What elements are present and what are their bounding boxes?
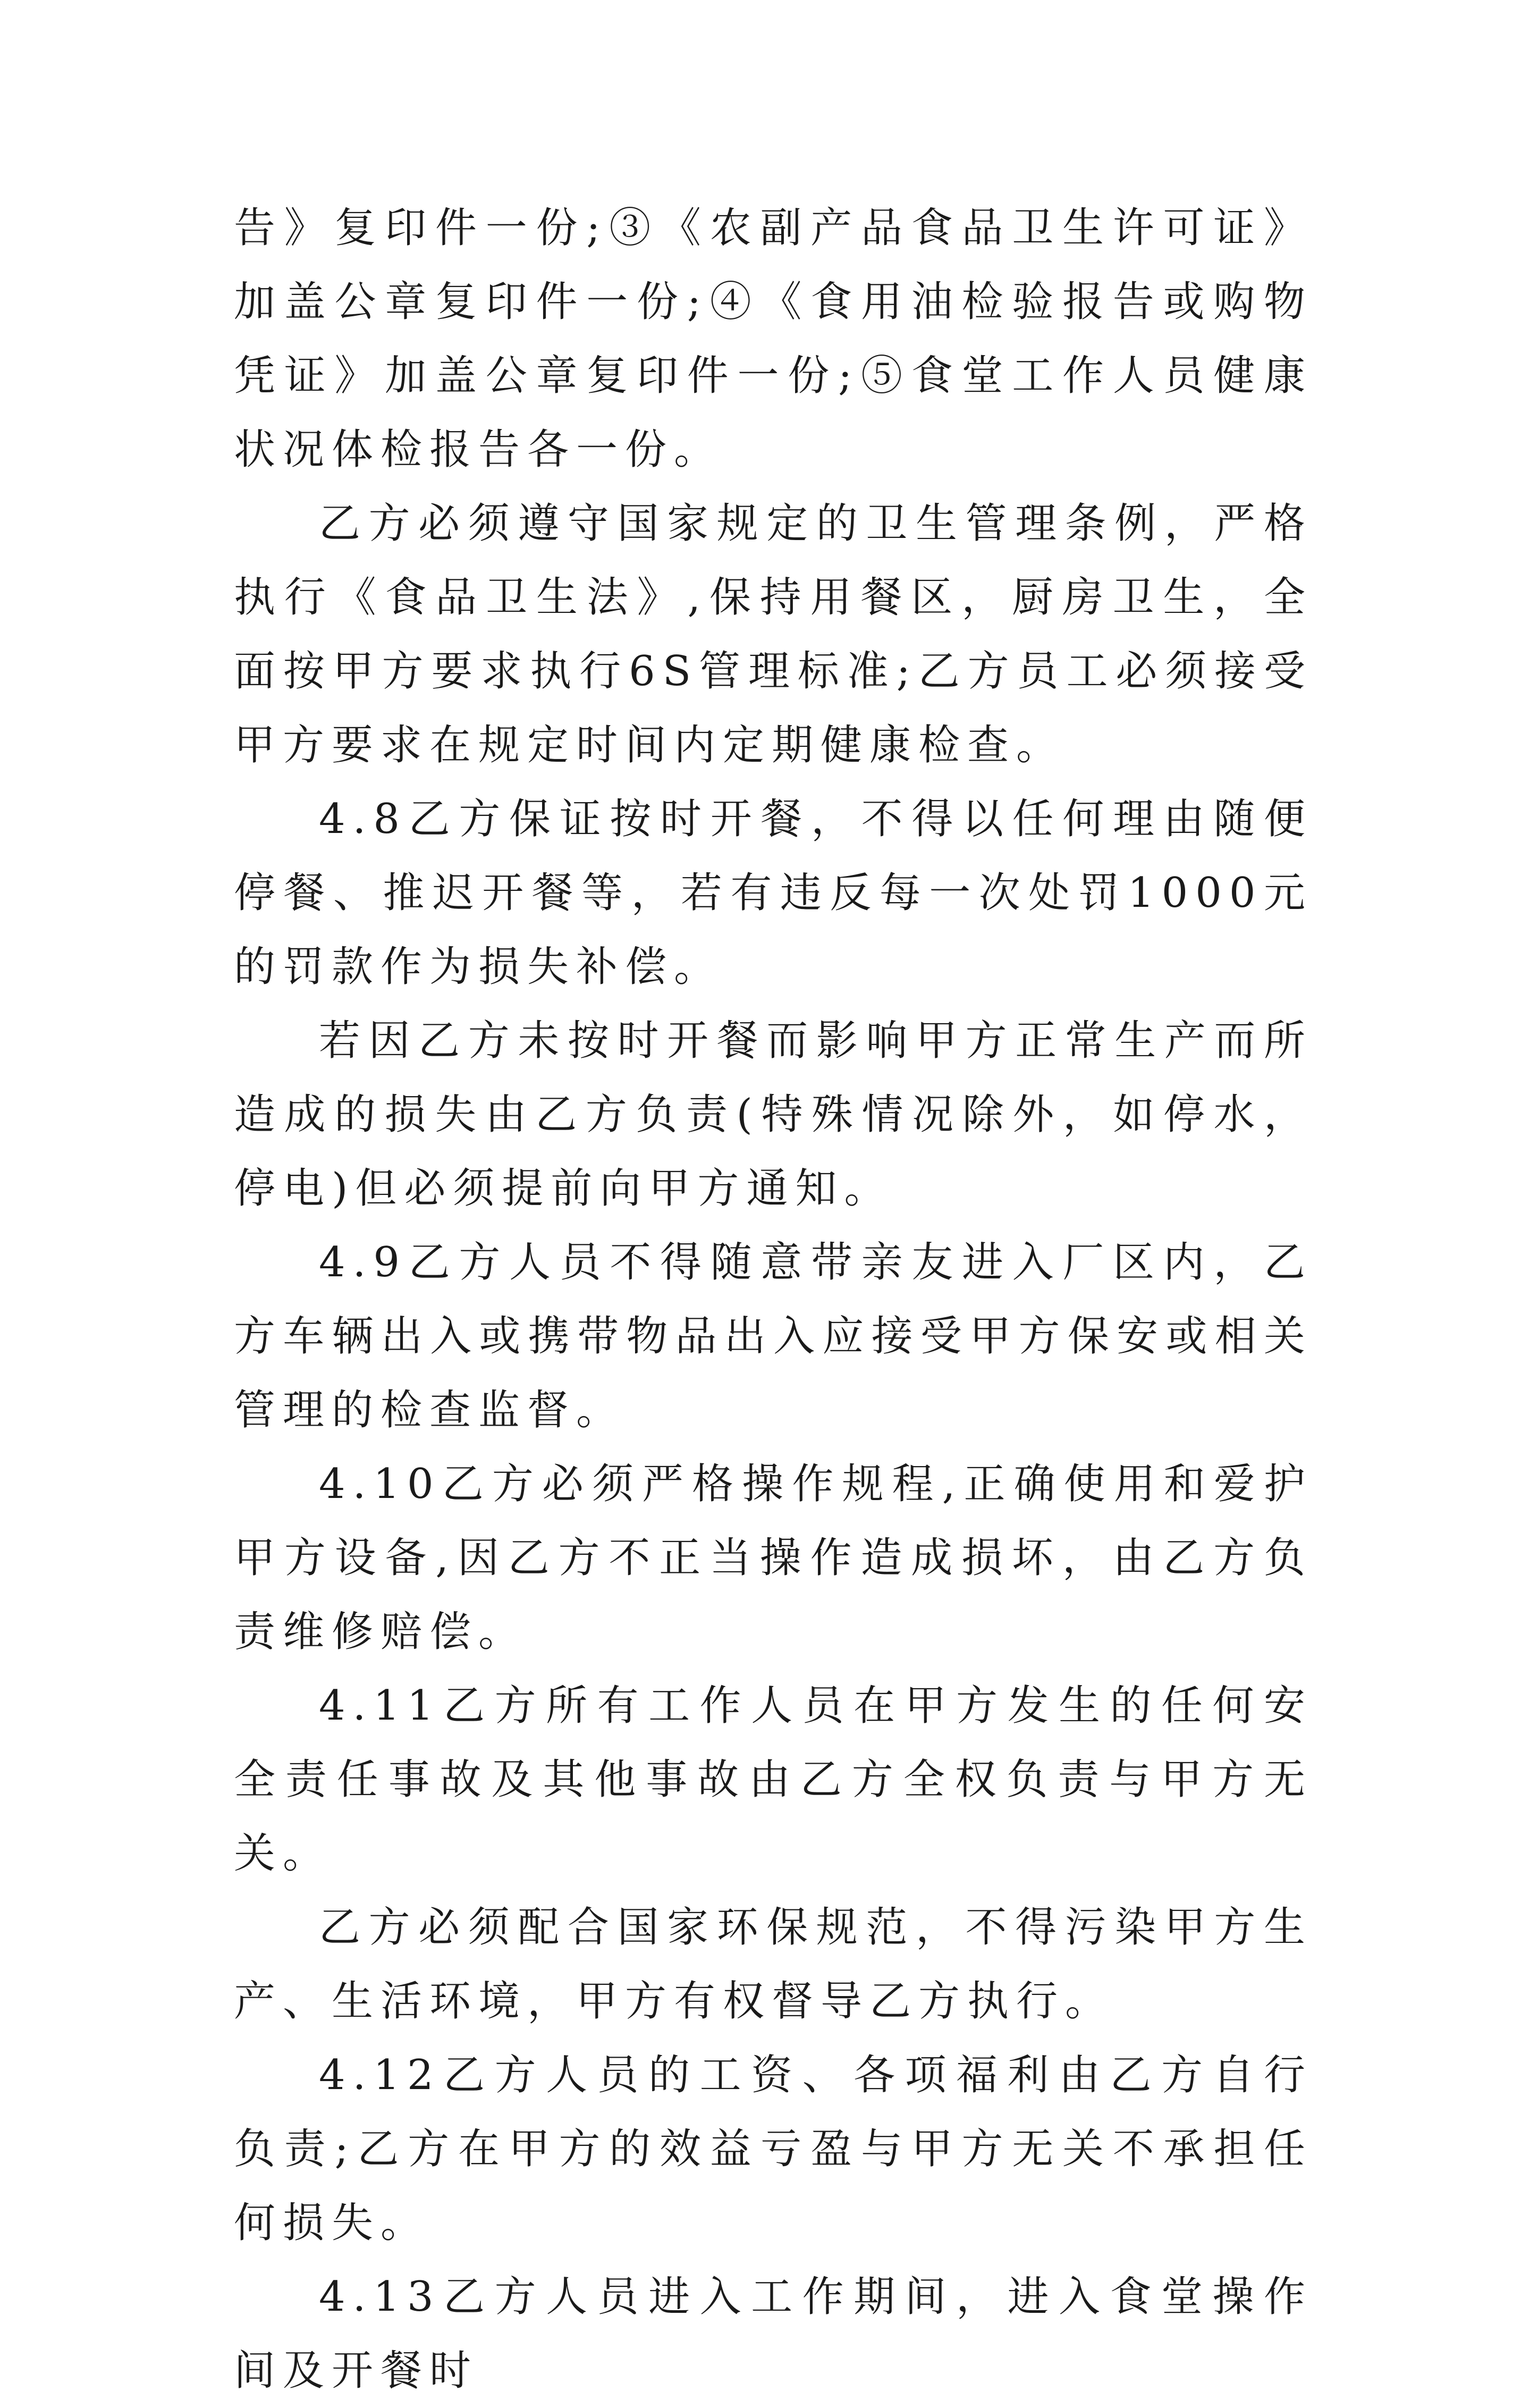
document-body [234,191,1313,2408]
paragraph: 乙方必须遵守国家规定的卫生管理条例，严格执行《食品卫生法》,保持用餐区，厨房卫生，全面按甲方要求执行6S管理标准;乙方员工必须接受甲方要求在规定时间内定期健康检查。 [234,500,1313,769]
paragraph: 4.12乙方人员的工资、各项福利由乙方自行负责;乙方在甲方的效益亏盈与甲方无关不承担任何损失。 [234,2051,1313,2247]
paragraph: 若因乙方未按时开餐而影响甲方正常生产而所造成的损失由乙方负责(特殊情况除外，如停水，停电)但必须提前向甲方通知。 [234,1017,1313,1213]
paragraph: 告》复印件一份;③《农副产品食品卫生许可证》加盖公章复印件一份;④《食用油检验报告或购物凭证》加盖公章复印件一份;⑤食堂工作人员健康状况体检报告各一份。 [234,204,1313,474]
paragraph: 4.13乙方人员进入工作期间，进入食堂操作间及开餐时 [234,2273,1313,2395]
paragraph: 乙方必须配合国家环保规范，不得污染甲方生产、生活环境，甲方有权督导乙方执行。 [234,1904,1313,2025]
paragraph: 4.9乙方人员不得随意带亲友进入厂区内，乙方车辆出入或携带物品出入应接受甲方保安或相关管理的检查监督。 [234,1239,1313,1434]
paragraph: 4.11乙方所有工作人员在甲方发生的任何安全责任事故及其他事故由乙方全权负责与甲方无关。 [234,1682,1313,1877]
paragraph: 4.10乙方必须严格操作规程,正确使用和爱护甲方设备,因乙方不正当操作造成损坏，由乙方负责维修赔偿。 [234,1460,1313,1656]
paragraph: 4.8乙方保证按时开餐，不得以任何理由随便停餐、推迟开餐等，若有违反每一次处罚1000元的罚款作为损失补偿。 [234,795,1313,991]
